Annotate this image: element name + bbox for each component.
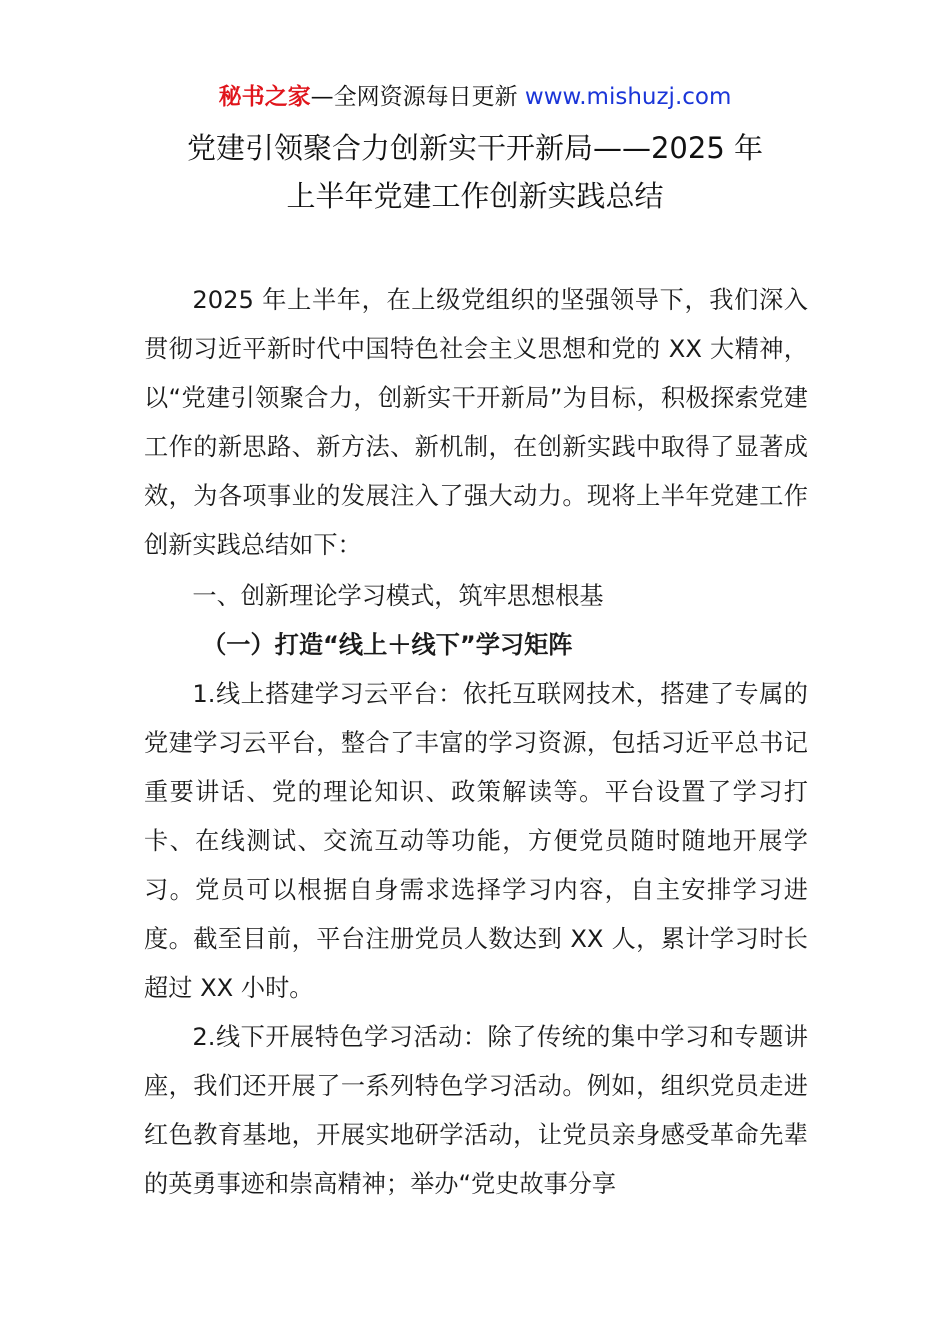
site-header — [0, 82, 950, 112]
site-url-link[interactable]: www.mishuzj.com — [524, 84, 732, 110]
document-body — [144, 276, 808, 1209]
site-brand: 秘书之家 — [218, 84, 311, 110]
site-tagline: —全网资源每日更新 — [310, 84, 525, 110]
document-title-line-1: 党建引领聚合力创新实干开新局——2025 年 — [186, 131, 764, 165]
intro-paragraph: 2025 年上半年，在上级党组织的坚强领导下，我们深入贯彻习近平新时代中国特色社会主义思想和党的 XX 大精神，以“党建引领聚合力，创新实干开新局”为目标，积极探索党建工作的新思路、新方法、新机制，在创新实践中取得了显著成效，为各项事业的发展注入了强大动力。现将上半年党建工作创新实践总结如下： — [144, 286, 808, 559]
item-paragraph-1: 1.线上搭建学习云平台：依托互联网技术，搭建了专属的党建学习云平台，整合了丰富的学习资源，包括习近平总书记重要讲话、党的理论知识、政策解读等。平台设置了学习打卡、在线测试、交流互动等功能，方便党员随时随地开展学习。党员可以根据自身需求选择学习内容，自主安排学习进度。截至目前，平台注册党员人数达到 XX 人，累计学习时长超过 XX 小时。 — [144, 680, 808, 1002]
item-paragraph-2: 2.线下开展特色学习活动：除了传统的集中学习和专题讲座，我们还开展了一系列特色学习活动。例如，组织党员走进红色教育基地，开展实地研学活动，让党员亲身感受革命先辈的英勇事迹和崇高精神；举办“党史故事分享 — [144, 1023, 808, 1198]
subsection-heading-1-1: （一）打造“线上＋线下”学习矩阵 — [202, 631, 573, 659]
section-heading-1: 一、创新理论学习模式，筑牢思想根基 — [192, 582, 604, 610]
document-title-line-2: 上半年党建工作创新实践总结 — [286, 179, 664, 213]
